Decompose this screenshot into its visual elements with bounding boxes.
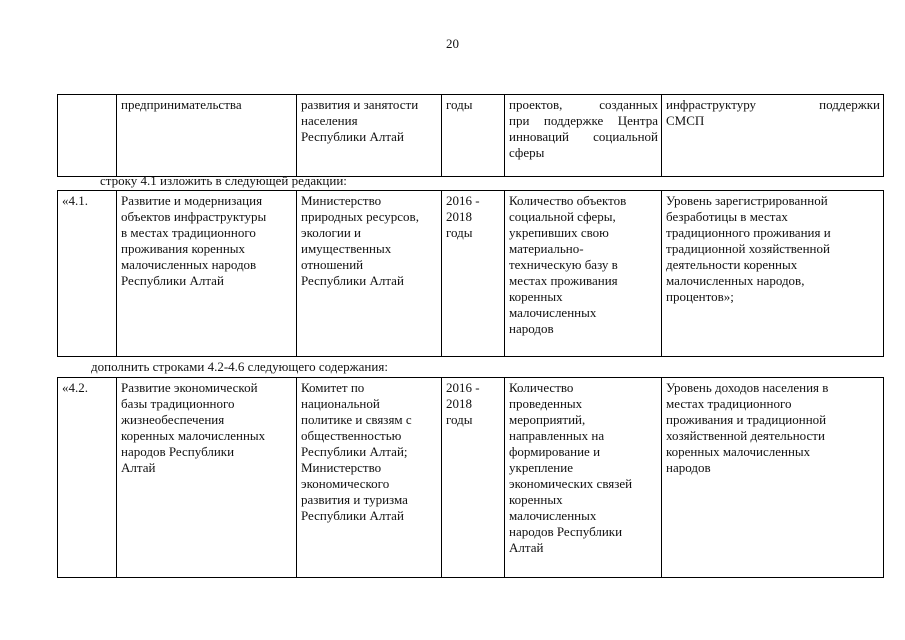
table-continuation [57, 94, 884, 177]
cell-period: 2016 - 2018 годы [442, 378, 505, 578]
cell-result: Количество объектов социальной сферы, укрепивших свою материально- техническую базу в местах проживания коренных малочисленных народов [505, 191, 662, 357]
table-row [58, 95, 884, 177]
instruction-text: дополнить строками 4.2-4.6 следующего содержания: [91, 359, 388, 374]
cell-indicator: инфраструктуру поддержки СМСП [662, 95, 884, 177]
cell-number [58, 95, 117, 177]
cell-executor: Министерство природных ресурсов, экологии и имущественных отношений Республики Алтай [297, 191, 442, 357]
cell-result: проектов, созданных при поддержке Центра инноваций социальной сферы [505, 95, 662, 177]
cell-subprogram: Развитие и модернизация объектов инфраструктуры в местах традиционного проживания коренных малочисленных народов Республики Алтай [117, 191, 297, 357]
table-row [58, 191, 884, 357]
page-number: 20 [446, 36, 459, 51]
cell-subprogram: предпринимательства [117, 95, 297, 177]
table-row-4-1 [57, 190, 884, 357]
cell-result: Количество проведенных мероприятий, направленных на формирование и укрепление экономических связей коренных малочисленных народов Республики Алтай [505, 378, 662, 578]
cell-indicator: Уровень зарегистрированной безработицы в местах традиционного проживания и традиционной хозяйственной деятельности коренных малочисленных народов, процентов»; [662, 191, 884, 357]
cell-period: годы [442, 95, 505, 177]
instruction-text: строку 4.1 изложить в следующей редакции: [100, 173, 347, 188]
table-row-4-2 [57, 377, 884, 578]
cell-subprogram: Развитие экономической базы традиционного жизнеобеспечения коренных малочисленных народов Республики Алтай [117, 378, 297, 578]
cell-executor: Комитет по национальной политике и связям с общественностью Республики Алтай; Министерство экономического развития и туризма Республики Алтай [297, 378, 442, 578]
cell-number: «4.2. [58, 378, 117, 578]
table-row [58, 378, 884, 578]
cell-executor: развития и занятости населения Республики Алтай [297, 95, 442, 177]
cell-indicator: Уровень доходов населения в местах традиционного проживания и традиционной хозяйственной деятельности коренных малочисленных народов [662, 378, 884, 578]
cell-number: «4.1. [58, 191, 117, 357]
cell-period: 2016 - 2018 годы [442, 191, 505, 357]
